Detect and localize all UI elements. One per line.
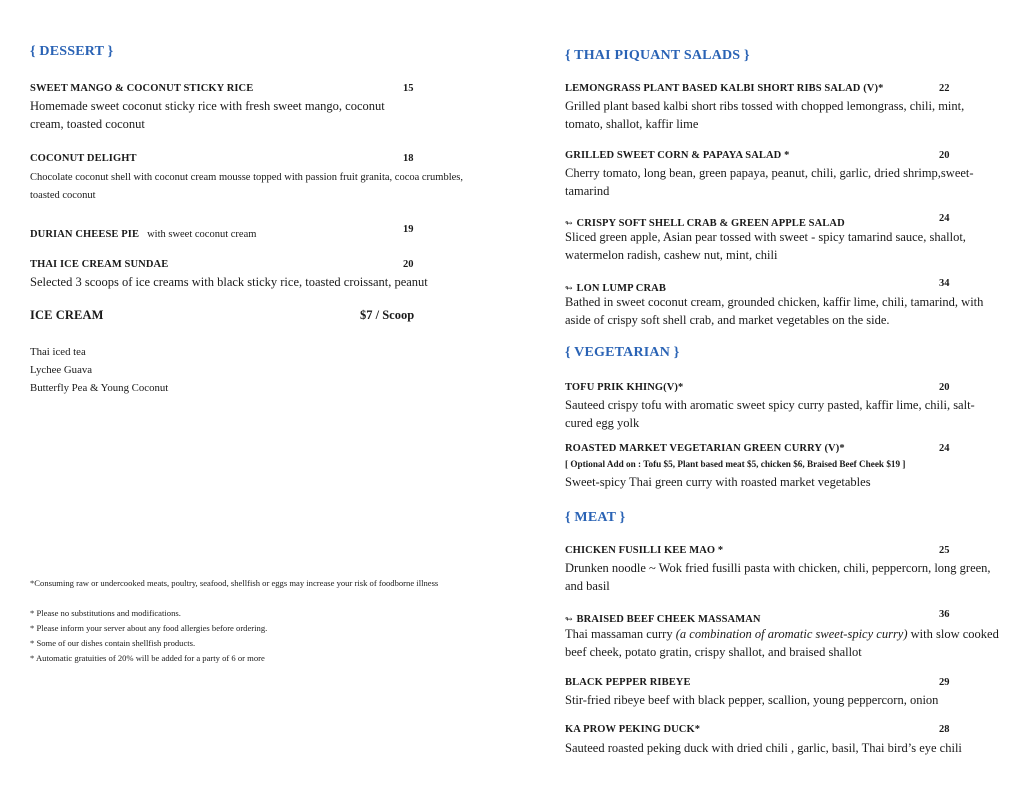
meat-item-price: 29: [939, 677, 950, 688]
footnote: * Automatic gratuities of 20% will be added for a party of 6 or more: [30, 653, 265, 663]
dessert-heading: { DESSERT }: [30, 44, 114, 59]
veg-item-price: 24: [939, 443, 950, 454]
salad-item-price: 22: [939, 83, 950, 94]
ice-cream-price: $7 / Scoop: [360, 308, 415, 322]
salad-item-desc: Bathed in sweet coconut cream, grounded chicken, kaffir lime, chili, tamarind, with aside of crispy soft shell crab, and market vegetables on the side.: [565, 295, 984, 327]
salad-item-desc: Sliced green apple, Asian pear tossed with sweet - spicy tamarind sauce, shallot, watermelon radish, cashew nut, mint, chili: [565, 230, 966, 262]
meat-item-name: CHICKEN FUSILLI KEE MAO *: [565, 545, 724, 556]
vegetarian-heading: { VEGETARIAN }: [565, 345, 680, 360]
veg-item-desc: Sweet-spicy Thai green curry with roasted market vegetables: [565, 475, 871, 489]
ice-cream-flavor: Butterfly Pea & Young Coconut: [30, 382, 169, 394]
signature-arrow-icon: ↬: [565, 218, 573, 228]
meat-item-desc: Drunken noodle ~ Wok fried fusilli pasta with chicken, chili, peppercorn, long green, and basil: [565, 561, 991, 593]
dessert-item-price: 18: [403, 153, 414, 164]
meat-heading: { MEAT }: [565, 510, 626, 525]
meat-item-price: 28: [939, 724, 950, 735]
salad-item-price: 34: [939, 278, 950, 289]
signature-arrow-icon: ↬: [565, 283, 573, 293]
salad-item-name: LON LUMP CRAB: [576, 283, 666, 294]
salad-item-desc: Cherry tomato, long bean, green papaya, peanut, chili, garlic, dried shrimp,sweet-tamarind: [565, 166, 974, 198]
dessert-item-desc: Homemade sweet coconut sticky rice with fresh sweet mango, coconut cream, toasted coconut: [30, 99, 385, 131]
signature-arrow-icon: ↬: [565, 614, 573, 624]
meat-item-name: BRAISED BEEF CHEEK MASSAMAN: [576, 614, 761, 625]
desc-text: Thai massaman curry: [565, 627, 676, 641]
veg-item-desc: Sauteed crispy tofu with aromatic sweet spicy curry pasted, kaffir lime, chili, salt-cured egg yolk: [565, 398, 975, 430]
dessert-item-price: 19: [403, 224, 414, 235]
dessert-item-price: 20: [403, 259, 414, 270]
dessert-item-desc: Chocolate coconut shell with coconut cream mousse topped with passion fruit granita, cocoa crumbles, toasted coconut: [30, 172, 464, 201]
ice-cream-flavor: Thai iced tea: [30, 346, 86, 358]
desc-italic: (a combination of aromatic sweet-spicy curry): [675, 627, 908, 641]
dessert-item-name: THAI ICE CREAM SUNDAE: [30, 259, 169, 270]
veg-item-name: ROASTED MARKET VEGETARIAN GREEN CURRY (V)*: [565, 443, 845, 454]
veg-item-option: [ Optional Add on : Tofu $5, Plant based meat $5, chicken $6, Braised Beef Cheek $19 ]: [565, 459, 906, 469]
dessert-item-price: 15: [403, 83, 414, 94]
veg-item-price: 20: [939, 382, 950, 393]
footnote: * Some of our dishes contain shellfish products.: [30, 638, 196, 648]
salads-heading: { THAI PIQUANT SALADS }: [565, 48, 750, 63]
meat-item-price: 25: [939, 545, 950, 556]
meat-item-name: KA PROW PEKING DUCK*: [565, 724, 701, 735]
meat-item-desc: Sauteed roasted peking duck with dried chili , garlic, basil, Thai bird’s eye chili: [565, 741, 962, 755]
dessert-item-name: SWEET MANGO & COCONUT STICKY RICE: [30, 83, 254, 94]
dessert-item-desc: Selected 3 scoops of ice creams with black sticky rice, toasted croissant, peanut: [30, 275, 428, 289]
meat-item-price: 36: [939, 609, 950, 620]
ice-cream-flavor: Lychee Guava: [30, 364, 93, 376]
meat-item-desc: Stir-fried ribeye beef with black pepper, scallion, young peppercorn, onion: [565, 693, 939, 707]
salad-item-name: LEMONGRASS PLANT BASED KALBI SHORT RIBS SALAD (V)*: [565, 83, 884, 94]
footnote: *Consuming raw or undercooked meats, poultry, seafood, shellfish or eggs may increase your risk of foodborne illness: [30, 578, 439, 588]
ice-cream-name: ICE CREAM: [30, 308, 104, 322]
salad-item-name: GRILLED SWEET CORN & PAPAYA SALAD *: [565, 150, 790, 161]
veg-item-name: TOFU PRIK KHING(V)*: [565, 382, 684, 393]
footnote: * Please inform your server about any food allergies before ordering.: [30, 623, 268, 633]
meat-item-desc: [565, 626, 1005, 661]
salad-item-price: 24: [939, 213, 950, 224]
salad-item-price: 20: [939, 150, 950, 161]
dessert-item-extra: with sweet coconut cream: [147, 229, 257, 240]
dessert-item-name: COCONUT DELIGHT: [30, 153, 137, 164]
dessert-item-name: DURIAN CHEESE PIE: [30, 229, 140, 240]
dessert-item-durian: [30, 224, 256, 242]
salad-item-desc: Grilled plant based kalbi short ribs tossed with chopped lemongrass, chili, mint, tomato, shallot, kaffir lime: [565, 99, 965, 131]
desc-text: with slow cooked beef cheek, potato gratin, crispy shallot, and braised shallot: [565, 627, 999, 659]
footnote: * Please no substitutions and modifications.: [30, 608, 181, 618]
salad-item-name: CRISPY SOFT SHELL CRAB & GREEN APPLE SALAD: [576, 218, 845, 229]
meat-item-massaman: [565, 609, 761, 627]
meat-item-name: BLACK PEPPER RIBEYE: [565, 677, 691, 688]
